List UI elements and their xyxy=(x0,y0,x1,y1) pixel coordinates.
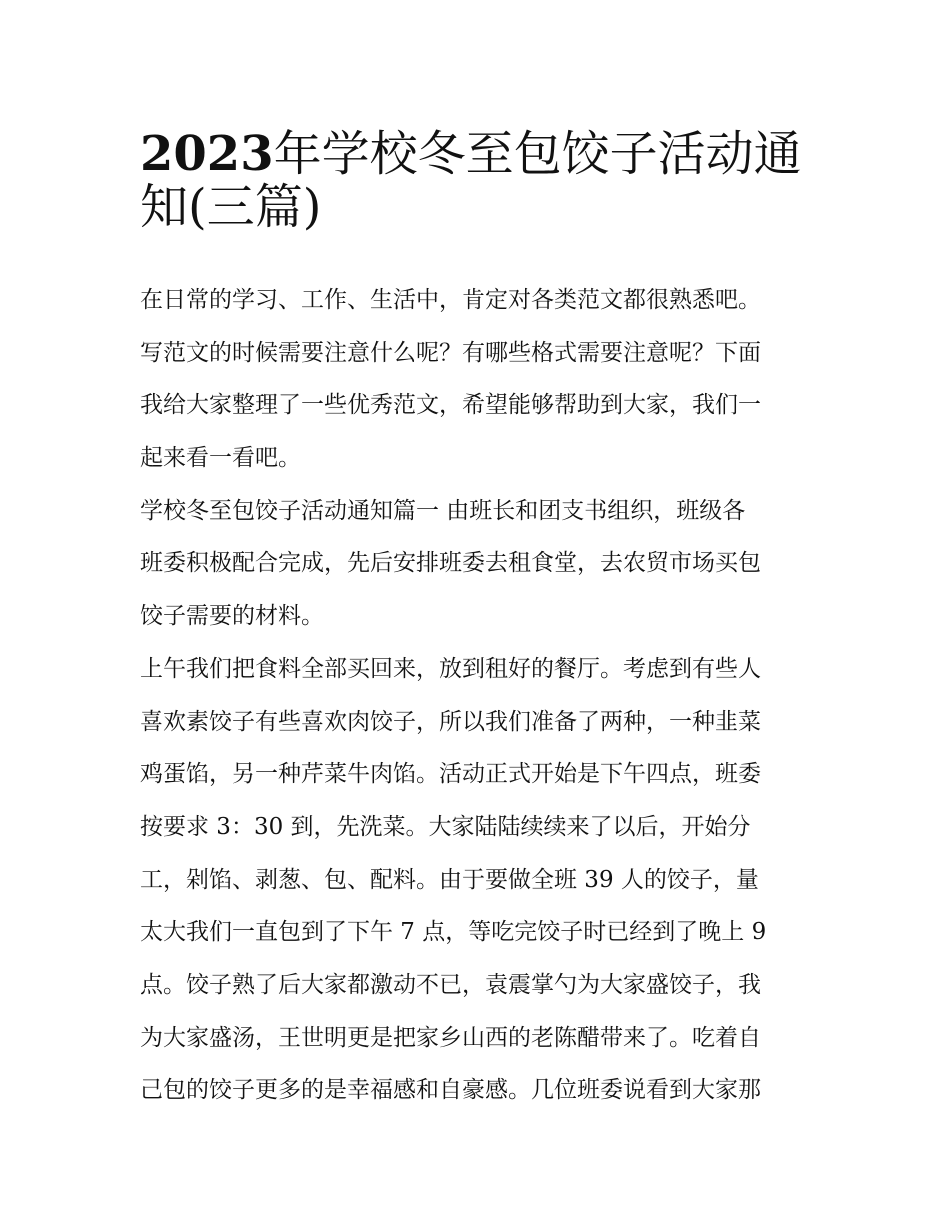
document-body xyxy=(140,274,820,1117)
title-text: 年学校冬至包饺子活动通 xyxy=(273,126,802,182)
body-line: 工，剁馅、剥葱、包、配料。由于要做全班 39 人的饺子，量 xyxy=(140,866,759,893)
body-line: 起来看一看吧。 xyxy=(140,445,301,472)
body-line: 鸡蛋馅，另一种芹菜牛肉馅。活动正式开始是下午四点，班委 xyxy=(140,761,761,788)
body-line: 为大家盛汤，王世明更是把家乡山西的老陈醋带来了。吃着自 xyxy=(140,1024,761,1051)
body-line: 太大我们一直包到了下午 7 点，等吃完饺子时已经到了晚上 9 xyxy=(140,919,767,946)
body-line: 写范文的时候需要注意什么呢？有哪些格式需要注意呢？下面 xyxy=(140,339,761,366)
body-line: 点。饺子熟了后大家都激动不已，袁震掌勺为大家盛饺子，我 xyxy=(140,971,761,998)
body-line: 学校冬至包饺子活动通知篇一 由班长和团支书组织，班级各 xyxy=(140,497,746,524)
body-line: 我给大家整理了一些优秀范文，希望能够帮助到大家，我们一 xyxy=(140,392,761,419)
body-line: 按要求 3：30 到，先洗菜。大家陆陆续续来了以后，开始分 xyxy=(140,813,751,840)
body-line: 喜欢素饺子有些喜欢肉饺子，所以我们准备了两种，一种韭菜 xyxy=(140,708,761,735)
title-line-2: 知(三篇) xyxy=(140,178,322,235)
title-line-1 xyxy=(140,112,820,182)
body-line: 饺子需要的材料。 xyxy=(140,603,324,630)
body-line: 己包的饺子更多的是幸福感和自豪感。几位班委说看到大家那 xyxy=(140,1077,761,1104)
body-line: 班委积极配合完成，先后安排班委去租食堂，去农贸市场买包 xyxy=(140,550,761,577)
document-title xyxy=(140,112,820,235)
body-line: 上午我们把食料全部买回来，放到租好的餐厅。考虑到有些人 xyxy=(140,655,761,682)
title-year: 2023 xyxy=(140,126,274,182)
body-line: 在日常的学习、工作、生活中，肯定对各类范文都很熟悉吧。 xyxy=(140,287,761,313)
